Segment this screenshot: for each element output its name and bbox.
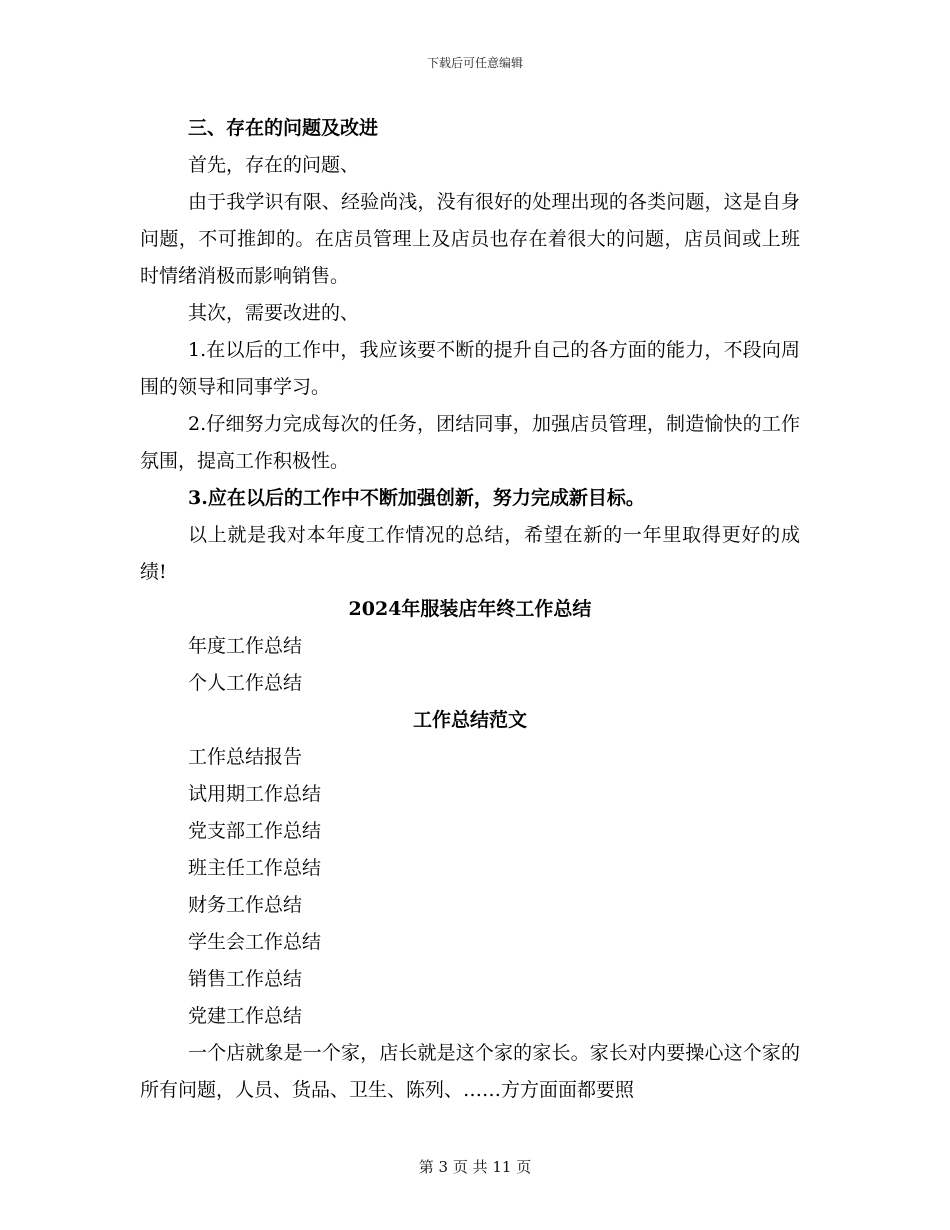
related-link[interactable]: 年度工作总结 [188,635,303,657]
section-heading: 三、存在的问题及改进 [188,117,379,139]
header-note: 下载后可任意编辑 [426,56,523,70]
paragraph-problems: 由于我学识有限、经验尚浅，没有很好的处理出现的各类问题，这是自身问题，不可推卸的。在店员管理上及店员也存在着很大的问题，店员间或上班时情绪消极而影响销售。 [140,191,800,287]
related-link[interactable]: 工作总结报告 [188,746,303,768]
article-title-2: 工作总结范文 [412,709,527,731]
page-number: 第 3 页 共 11 页 [418,1158,532,1176]
paragraph-improve-3: 3.应在以后的工作中不断加强创新，努力完成新目标。 [188,487,645,509]
related-link[interactable]: 试用期工作总结 [188,783,322,805]
paragraph-improve-intro: 其次，需要改进的、 [188,302,360,324]
article-title-1: 2024年服装店年终工作总结 [348,598,592,620]
related-link[interactable]: 学生会工作总结 [188,931,322,953]
related-link[interactable]: 财务工作总结 [188,894,303,916]
document-body [140,110,800,1109]
paragraph-problems-intro: 首先，存在的问题、 [188,154,360,176]
paragraph-improve-2: 2.仔细努力完成每次的任务，团结同事，加强店员管理，制造愉快的工作氛围，提高工作积极性。 [140,413,800,472]
paragraph-improve-1: 1.在以后的工作中，我应该要不断的提升自己的各方面的能力，不段向周围的领导和同事学习。 [140,339,800,398]
related-link[interactable]: 党建工作总结 [188,1005,303,1027]
related-link[interactable]: 班主任工作总结 [188,857,322,879]
related-link[interactable]: 个人工作总结 [188,672,303,694]
paragraph-closing: 一个店就象是一个家，店长就是这个家的家长。家长对内要操心这个家的所有问题，人员、货品、卫生、陈列、……方方面面都要照 [140,1042,800,1101]
related-link[interactable]: 销售工作总结 [188,968,303,990]
paragraph-conclusion: 以上就是我对本年度工作情况的总结，希望在新的一年里取得更好的成绩! [140,524,800,583]
related-link[interactable]: 党支部工作总结 [188,820,322,842]
